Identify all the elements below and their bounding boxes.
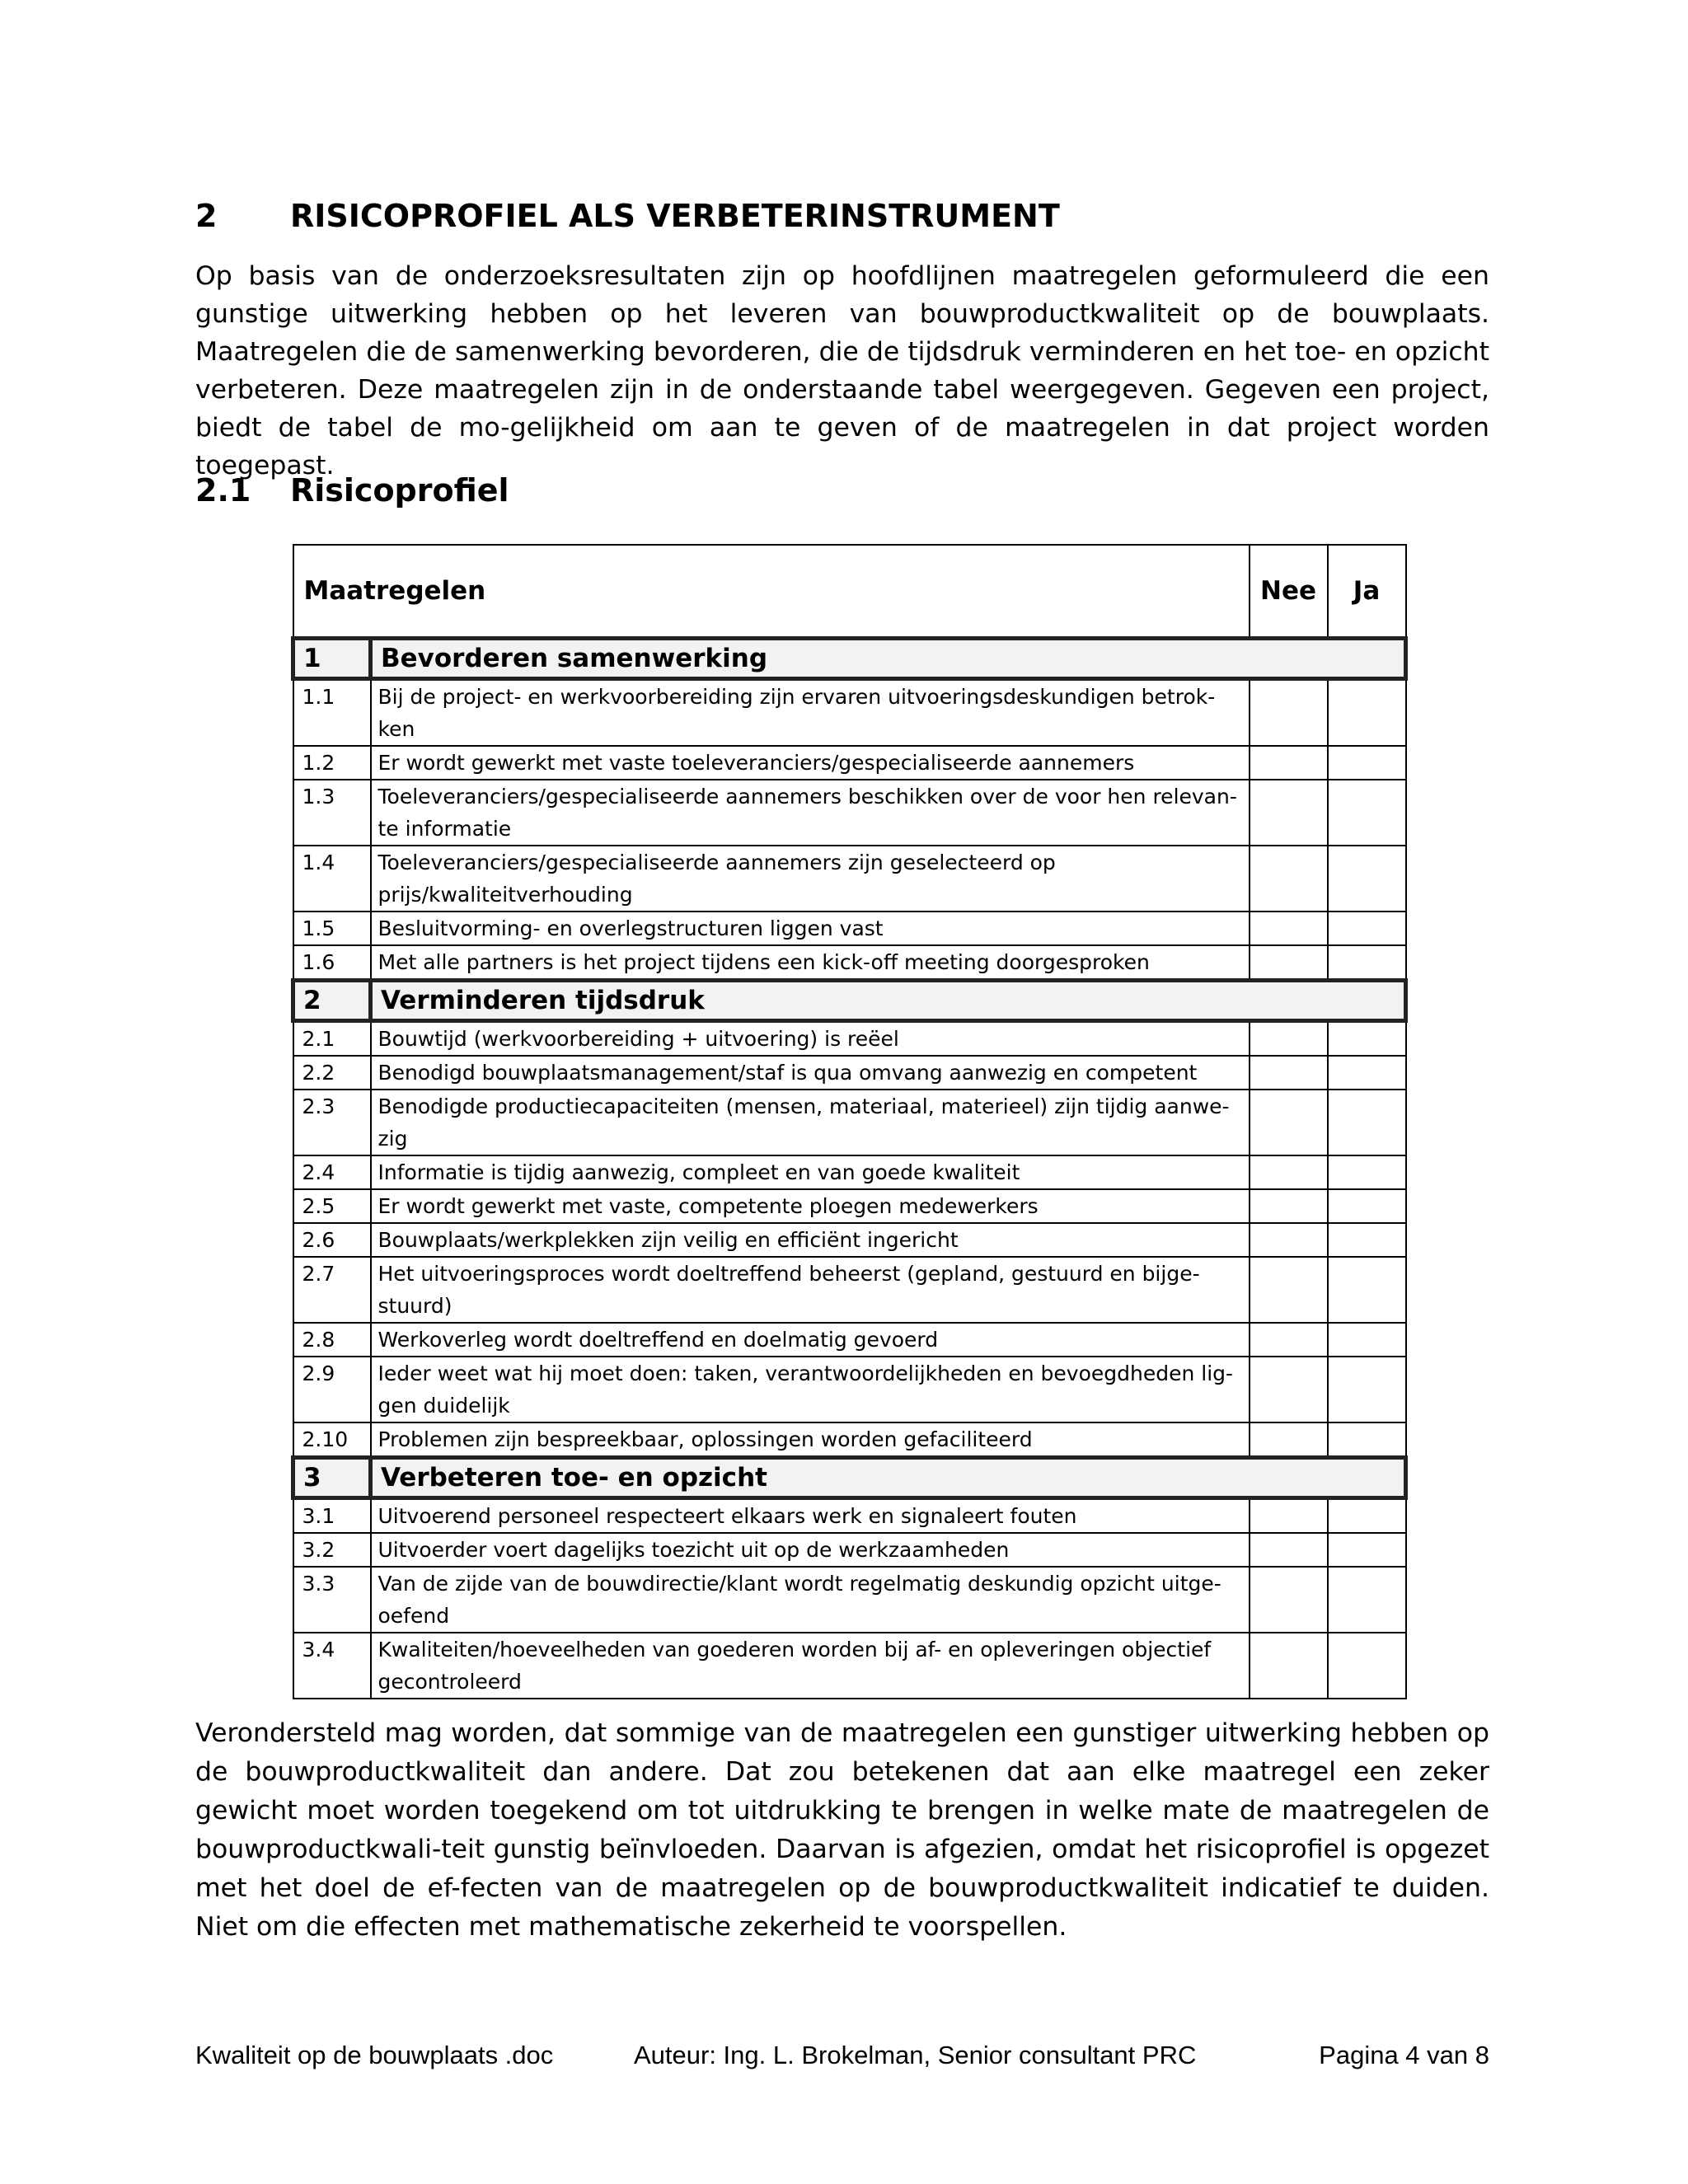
section-number: 3 [293, 1458, 371, 1498]
ja-checkbox-cell[interactable] [1328, 1155, 1406, 1189]
table-row [293, 1323, 1406, 1357]
measure-number: 1.3 [293, 780, 371, 846]
measure-text: Uitvoerder voert dagelijks toezicht uit op de werkzaamheden [371, 1533, 1250, 1567]
nee-checkbox-cell[interactable] [1250, 780, 1328, 846]
measure-text: Bij de project- en werkvoorbereiding zijn ervaren uitvoeringsdeskundigen betrok-ken [371, 679, 1250, 747]
subsection-number: 2.1 [195, 472, 251, 509]
section-heading [195, 198, 1060, 234]
table-row [293, 1021, 1406, 1057]
ja-checkbox-cell[interactable] [1328, 780, 1406, 846]
section-number: 2 [293, 981, 371, 1021]
section-title: Verbeteren toe- en opzicht [371, 1458, 1406, 1498]
measure-number: 1.1 [293, 679, 371, 747]
section-number: 2 [195, 198, 218, 234]
table-row [293, 1422, 1406, 1458]
ja-checkbox-cell[interactable] [1328, 1021, 1406, 1057]
nee-checkbox-cell[interactable] [1250, 1357, 1328, 1422]
table-row [293, 1189, 1406, 1223]
measures-body [293, 639, 1406, 1699]
nee-checkbox-cell[interactable] [1250, 1533, 1328, 1567]
section-row [293, 639, 1406, 679]
measure-text: Er wordt gewerkt met vaste, competente ploegen medewerkers [371, 1189, 1250, 1223]
measure-text: Bouwtijd (werkvoorbereiding + uitvoering) is reëel [371, 1021, 1250, 1057]
measure-text: Werkoverleg wordt doeltreffend en doelmatig gevoerd [371, 1323, 1250, 1357]
ja-checkbox-cell[interactable] [1328, 1090, 1406, 1155]
subsection-heading [195, 472, 509, 509]
measure-text: Benodigde productiecapaciteiten (mensen, materiaal, materieel) zijn tijdig aanwe-zig [371, 1090, 1250, 1155]
section-number: 1 [293, 639, 371, 679]
table-row [293, 1056, 1406, 1090]
ja-checkbox-cell[interactable] [1328, 1498, 1406, 1534]
nee-checkbox-cell[interactable] [1250, 912, 1328, 945]
measure-text: Er wordt gewerkt met vaste toeleveranciers/gespecialiseerde aannemers [371, 746, 1250, 780]
measure-text: Uitvoerend personeel respecteert elkaars werk en signaleert fouten [371, 1498, 1250, 1534]
nee-checkbox-cell[interactable] [1250, 1257, 1328, 1323]
measure-number: 1.2 [293, 746, 371, 780]
table-row [293, 1090, 1406, 1155]
footer-author: Auteur: Ing. L. Brokelman, Senior consultant PRC [634, 2041, 1197, 2069]
section-row [293, 1458, 1406, 1498]
measure-text: Ieder weet wat hij moet doen: taken, verantwoordelijkheden en bevoegdheden lig-gen duidelijk [371, 1357, 1250, 1422]
measure-text: Benodigd bouwplaatsmanagement/staf is qua omvang aanwezig en competent [371, 1056, 1250, 1090]
measure-number: 3.2 [293, 1533, 371, 1567]
nee-checkbox-cell[interactable] [1250, 1189, 1328, 1223]
measure-number: 2.4 [293, 1155, 371, 1189]
ja-checkbox-cell[interactable] [1328, 679, 1406, 747]
measure-number: 2.3 [293, 1090, 371, 1155]
table-row [293, 846, 1406, 912]
table-row [293, 1498, 1406, 1534]
measure-text: Bouwplaats/werkplekken zijn veilig en efficiënt ingericht [371, 1223, 1250, 1257]
footer-filename: Kwaliteit op de bouwplaats .doc [195, 2041, 554, 2069]
nee-checkbox-cell[interactable] [1250, 746, 1328, 780]
header-no: Nee [1250, 545, 1328, 639]
ja-checkbox-cell[interactable] [1328, 1357, 1406, 1422]
measure-text: Toeleveranciers/gespecialiseerde aannemers beschikken over de voor hen relevan-te informatie [371, 780, 1250, 846]
measure-number: 2.7 [293, 1257, 371, 1323]
measure-text: Van de zijde van de bouwdirectie/klant wordt regelmatig deskundig opzicht uitge-oefend [371, 1567, 1250, 1633]
ja-checkbox-cell[interactable] [1328, 1056, 1406, 1090]
ja-checkbox-cell[interactable] [1328, 1257, 1406, 1323]
header-yes: Ja [1328, 545, 1406, 639]
footer-page-number: Pagina 4 van 8 [1319, 2041, 1489, 2069]
ja-checkbox-cell[interactable] [1328, 1422, 1406, 1458]
nee-checkbox-cell[interactable] [1250, 1567, 1328, 1633]
table-row [293, 679, 1406, 747]
table-row [293, 1567, 1406, 1633]
table-row [293, 1357, 1406, 1422]
section-title: Verminderen tijdsdruk [371, 981, 1406, 1021]
subsection-title: Risicoprofiel [290, 472, 509, 509]
measure-text: Kwaliteiten/hoeveelheden van goederen worden bij af- en opleveringen objectief gecontroleerd [371, 1633, 1250, 1699]
measure-number: 1.6 [293, 945, 371, 981]
nee-checkbox-cell[interactable] [1250, 1021, 1328, 1057]
section-title: Bevorderen samenwerking [371, 639, 1406, 679]
ja-checkbox-cell[interactable] [1328, 945, 1406, 981]
header-measures: Maatregelen [293, 545, 1250, 639]
measure-number: 1.5 [293, 912, 371, 945]
ja-checkbox-cell[interactable] [1328, 1223, 1406, 1257]
table-row [293, 1155, 1406, 1189]
measure-number: 3.3 [293, 1567, 371, 1633]
ja-checkbox-cell[interactable] [1328, 1633, 1406, 1699]
table-header-row [293, 545, 1406, 639]
nee-checkbox-cell[interactable] [1250, 1633, 1328, 1699]
ja-checkbox-cell[interactable] [1328, 1567, 1406, 1633]
nee-checkbox-cell[interactable] [1250, 846, 1328, 912]
ja-checkbox-cell[interactable] [1328, 912, 1406, 945]
table-row [293, 1633, 1406, 1699]
measure-number: 2.10 [293, 1422, 371, 1458]
nee-checkbox-cell[interactable] [1250, 1498, 1328, 1534]
measure-number: 1.4 [293, 846, 371, 912]
measure-text: Het uitvoeringsproces wordt doeltreffend beheerst (gepland, gestuurd en bijge-stuurd) [371, 1257, 1250, 1323]
ja-checkbox-cell[interactable] [1328, 846, 1406, 912]
table-row [293, 780, 1406, 846]
nee-checkbox-cell[interactable] [1250, 945, 1328, 981]
ja-checkbox-cell[interactable] [1328, 1189, 1406, 1223]
nee-checkbox-cell[interactable] [1250, 1223, 1328, 1257]
ja-checkbox-cell[interactable] [1328, 1323, 1406, 1357]
table-row [293, 912, 1406, 945]
measure-number: 3.4 [293, 1633, 371, 1699]
measure-number: 2.6 [293, 1223, 371, 1257]
measure-text: Besluitvorming- en overlegstructuren liggen vast [371, 912, 1250, 945]
nee-checkbox-cell[interactable] [1250, 1056, 1328, 1090]
measure-text: Met alle partners is het project tijdens een kick-off meeting doorgesproken [371, 945, 1250, 981]
measure-text: Informatie is tijdig aanwezig, compleet en van goede kwaliteit [371, 1155, 1250, 1189]
table-row [293, 1257, 1406, 1323]
measure-number: 2.1 [293, 1021, 371, 1057]
measure-number: 2.8 [293, 1323, 371, 1357]
table-row [293, 746, 1406, 780]
measures-table [291, 544, 1408, 1699]
intro-paragraph: Op basis van de onderzoeksresultaten zijn op hoofdlijnen maatregelen geformuleerd die een gunstige uitwerking hebben op het leveren van bouwproductkwaliteit op de bouwplaats. Maatregelen die de samenwerking bevorderen, die de tijdsdruk verminderen en het toe- en opzicht verbeteren. Deze maatregelen zijn in de onderstaande tabel weergegeven. Gegeven een project, biedt de tabel de mo-gelijkheid om aan te geven of de maatregelen in dat project worden toegepast. [195, 261, 1489, 480]
measure-text: Problemen zijn bespreekbaar, oplossingen worden gefaciliteerd [371, 1422, 1250, 1458]
ja-checkbox-cell[interactable] [1328, 1533, 1406, 1567]
measure-number: 2.2 [293, 1056, 371, 1090]
nee-checkbox-cell[interactable] [1250, 1090, 1328, 1155]
measure-text: Toeleveranciers/gespecialiseerde aannemers zijn geselecteerd op prijs/kwaliteitverhouding [371, 846, 1250, 912]
nee-checkbox-cell[interactable] [1250, 679, 1328, 747]
ja-checkbox-cell[interactable] [1328, 746, 1406, 780]
section-row [293, 981, 1406, 1021]
measure-number: 2.9 [293, 1357, 371, 1422]
closing-paragraph: Verondersteld mag worden, dat sommige van de maatregelen een gunstiger uitwerking hebben op de bouwproductkwaliteit dan andere. Dat zou betekenen dat aan elke maatregel een zeker gewicht moet worden toegekend om tot uitdrukking te brengen in welke mate de maatregelen de bouwproductkwali-teit gunstig beïnvloeden. Daarvan is afgezien, omdat het risicoprofiel is opgezet met het doel de ef-fecten van de maatregelen op de bouwproductkwaliteit indicatief te duiden. Niet om die effecten met mathematische zekerheid te voorspellen. [195, 1718, 1489, 1942]
nee-checkbox-cell[interactable] [1250, 1422, 1328, 1458]
nee-checkbox-cell[interactable] [1250, 1155, 1328, 1189]
table-row [293, 1223, 1406, 1257]
measure-number: 3.1 [293, 1498, 371, 1534]
table-row [293, 1533, 1406, 1567]
measure-number: 2.5 [293, 1189, 371, 1223]
table-row [293, 945, 1406, 981]
section-title: RISICOPROFIEL ALS VERBETERINSTRUMENT [290, 198, 1060, 234]
nee-checkbox-cell[interactable] [1250, 1323, 1328, 1357]
